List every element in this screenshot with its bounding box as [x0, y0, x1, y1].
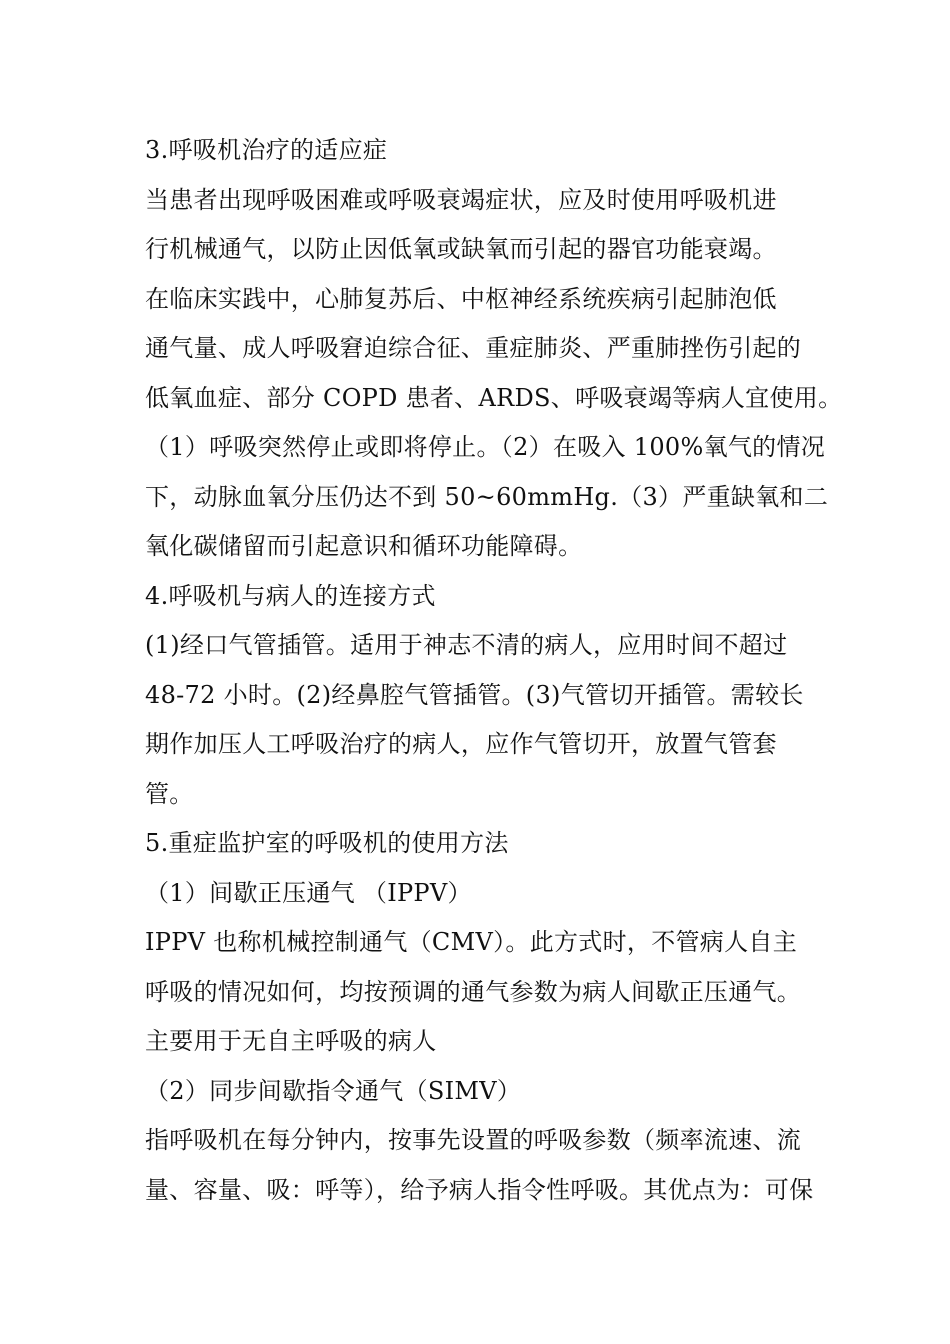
subheading-ippv: （1）间歇正压通气 （IPPV） [145, 878, 472, 907]
text-line: 下，动脉血氧分压仍达不到 50~60mmHg.（3）严重缺氧和二 [145, 482, 829, 511]
text-line: 当患者出现呼吸困难或呼吸衰竭症状，应及时使用呼吸机进 [145, 185, 777, 214]
text-line: 管。 [145, 779, 194, 808]
text-line: 期作加压人工呼吸治疗的病人，应作气管切开，放置气管套 [145, 730, 777, 758]
text-line: 呼吸的情况如何，均按预调的通气参数为病人间歇正压通气。 [145, 977, 802, 1006]
text-line: 主要用于无自主呼吸的病人 [145, 1027, 437, 1055]
section-heading-5: 5.重症监护室的呼吸机的使用方法 [145, 829, 509, 857]
text-line: （1）呼吸突然停止或即将停止。（2）在吸入 100%氧气的情况 [145, 433, 826, 461]
text-line: 氧化碳储留而引起意识和循环功能障碍。 [145, 532, 583, 560]
section-heading-4: 4.呼吸机与病人的连接方式 [145, 581, 436, 610]
subheading-simv: （2）同步间歇指令通气（SIMV） [145, 1076, 522, 1105]
text-line: 指呼吸机在每分钟内，按事先设置的呼吸参数（频率流速、流 [145, 1126, 802, 1154]
section-heading-3: 3.呼吸机治疗的适应症 [145, 136, 388, 164]
text-line: IPPV 也称机械控制通气（CMV）。此方式时，不管病人自主 [145, 928, 798, 956]
text-line: 通气量、成人呼吸窘迫综合征、重症肺炎、严重肺挫伤引起的 [145, 334, 802, 362]
document-body [145, 126, 843, 1215]
text-line: (1)经口气管插管。适用于神志不清的病人，应用时间不超过 [145, 631, 788, 659]
text-line: 在临床实践中，心肺复苏后、中枢神经系统疾病引起肺泡低 [145, 284, 777, 313]
text-line: 低氧血症、部分 COPD 患者、ARDS、呼吸衰竭等病人宜使用。 [145, 383, 843, 412]
text-line: 量、容量、吸：呼等），给予病人指令性呼吸。其优点为：可保 [145, 1175, 814, 1204]
text-line: 48-72 小时。(2)经鼻腔气管插管。(3)气管切开插管。需较长 [145, 680, 804, 709]
text-line: 行机械通气，以防止因低氧或缺氧而引起的器官功能衰竭。 [145, 235, 777, 263]
